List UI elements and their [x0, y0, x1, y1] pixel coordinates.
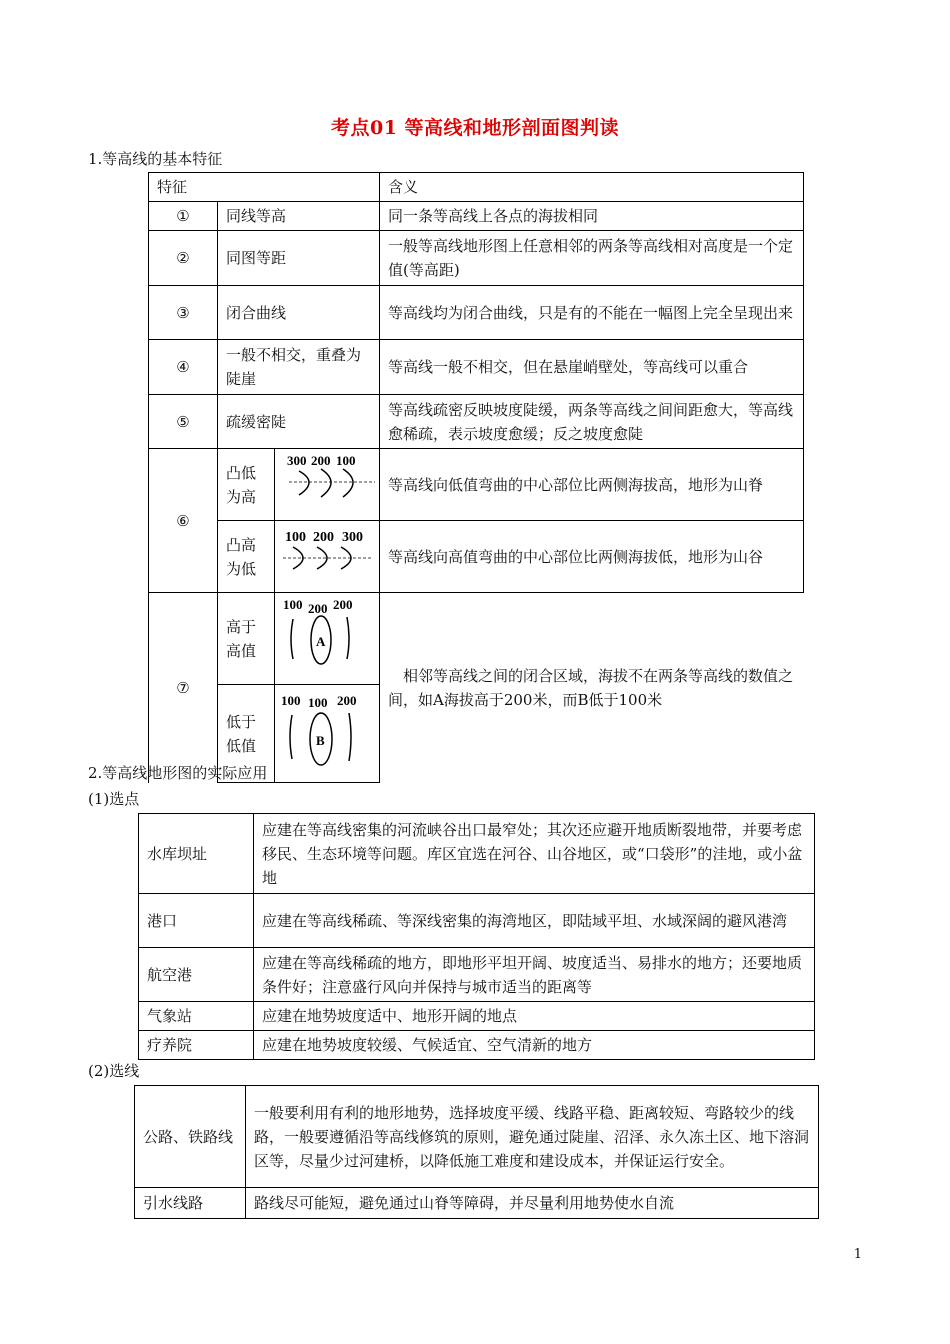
table-row	[149, 286, 804, 340]
row-feature: 一般不相交，重叠为陡崖	[218, 340, 380, 395]
contour-label: 200	[311, 453, 331, 468]
row-feature: 高于高值	[218, 593, 275, 685]
contour-label: 300	[342, 530, 363, 545]
table-row	[139, 894, 815, 948]
table-row	[139, 814, 815, 894]
table-row	[149, 231, 804, 286]
table-row	[139, 1031, 815, 1060]
point-label: B	[316, 733, 325, 748]
row-meaning: 等高线向低值弯曲的中心部位比两侧海拔高，地形为山脊	[380, 449, 804, 521]
site-name: 航空港	[139, 948, 254, 1002]
site-selection-table	[138, 813, 815, 1060]
contour-label: 100	[336, 453, 356, 468]
table-row	[149, 395, 804, 449]
site-name: 疗养院	[139, 1031, 254, 1060]
route-name: 引水线路	[135, 1188, 246, 1219]
point-label: A	[316, 634, 326, 649]
row-number: ⑤	[149, 395, 218, 449]
row-feature: 同线等高	[218, 202, 380, 231]
contour-features-table	[148, 172, 804, 783]
row-feature: 低于低值	[218, 685, 275, 783]
row-meaning: 等高线均为闭合曲线，只是有的不能在一幅图上完全呈现出来	[380, 286, 804, 340]
table-row	[139, 1002, 815, 1031]
row-feature: 凸低为高	[218, 449, 275, 521]
valley-contour-diagram	[275, 521, 380, 593]
closed-contour-diagram-b	[275, 685, 380, 783]
table-row	[135, 1086, 819, 1188]
table-row	[135, 1188, 819, 1219]
contour-label: 100	[308, 695, 328, 710]
row-number: ④	[149, 340, 218, 395]
row-feature: 疏缓密陡	[218, 395, 380, 449]
table-row-higher	[149, 593, 804, 685]
contour-label: 200	[313, 530, 334, 545]
site-name: 气象站	[139, 1002, 254, 1031]
table-row	[149, 202, 804, 231]
row-feature: 凸高为低	[218, 521, 275, 593]
site-name: 港口	[139, 894, 254, 948]
row-meaning: 一般等高线地形图上任意相邻的两条等高线相对高度是一个定值(等高距)	[380, 231, 804, 286]
table-row	[149, 340, 804, 395]
header-meaning: 含义	[380, 173, 804, 202]
route-desc: 一般要利用有利的地形地势，选择坡度平缓、线路平稳、距离较短、弯路较少的线路，一般要遵循沿等高线修筑的原则，避免通过陡崖、沼泽、永久冻土区、地下溶洞区等，尽量少过河建桥，以降低施工难度和建设成本，并保证运行安全。	[246, 1086, 819, 1188]
contour-label: 200	[337, 693, 357, 708]
ridge-contour-diagram	[275, 449, 380, 521]
contour-label: 200	[333, 597, 353, 612]
table-header-row	[149, 173, 804, 202]
row-number: ①	[149, 202, 218, 231]
section2-heading: 2.等高线地形图的实际应用	[88, 764, 268, 782]
contour-label: 300	[287, 453, 307, 468]
page-title: 考点01 等高线和地形剖面图判读	[330, 117, 620, 139]
row-meaning-text: 相邻等高线之间的闭合区域，海拔不在两条等高线的数值之间，如A海拔高于200米，而B低于100米	[388, 666, 794, 709]
route-desc: 路线尽可能短，避免通过山脊等障碍，并尽量利用地势使水自流	[246, 1188, 819, 1219]
route-selection-heading: (2)选线	[88, 1062, 140, 1080]
row-meaning	[380, 593, 804, 783]
site-desc: 应建在等高线稀疏的地方，即地形平坦开阔、坡度适当、易排水的地方；还要地质条件好；注意盛行风向并保持与城市适当的距离等	[254, 948, 815, 1002]
row-number: ⑦	[149, 593, 218, 783]
row-meaning: 等高线向高值弯曲的中心部位比两侧海拔低，地形为山谷	[380, 521, 804, 593]
row-number: ⑥	[149, 449, 218, 593]
table-row-valley	[149, 521, 804, 593]
site-desc: 应建在等高线密集的河流峡谷出口最窄处；其次还应避开地质断裂地带，并要考虑移民、生态环境等问题。库区宜选在河谷、山谷地区，或“口袋形”的洼地，或小盆地	[254, 814, 815, 894]
row-number: ③	[149, 286, 218, 340]
table-row	[139, 948, 815, 1002]
contour-label: 100	[281, 693, 301, 708]
row-meaning: 等高线疏密反映坡度陡缓，两条等高线之间间距愈大，等高线愈稀疏，表示坡度愈缓；反之坡度愈陡	[380, 395, 804, 449]
row-feature: 同图等距	[218, 231, 380, 286]
site-selection-heading: (1)选点	[88, 790, 140, 808]
row-meaning: 等高线一般不相交，但在悬崖峭壁处，等高线可以重合	[380, 340, 804, 395]
site-desc: 应建在地势坡度适中、地形开阔的地点	[254, 1002, 815, 1031]
contour-label: 200	[308, 601, 328, 616]
table-row-ridge	[149, 449, 804, 521]
closed-contour-diagram-a	[275, 593, 380, 685]
route-selection-table	[134, 1085, 819, 1219]
page-number: 1	[853, 1247, 862, 1262]
row-meaning: 同一条等高线上各点的海拔相同	[380, 202, 804, 231]
route-name: 公路、铁路线	[135, 1086, 246, 1188]
site-desc: 应建在地势坡度较缓、气候适宜、空气清新的地方	[254, 1031, 815, 1060]
contour-label: 100	[285, 530, 306, 545]
site-desc: 应建在等高线稀疏、等深线密集的海湾地区，即陆域平坦、水域深阔的避风港湾	[254, 894, 815, 948]
contour-label: 100	[283, 597, 303, 612]
header-feature: 特征	[149, 173, 380, 202]
section1-heading: 1.等高线的基本特征	[88, 150, 223, 168]
site-name: 水库坝址	[139, 814, 254, 894]
row-feature: 闭合曲线	[218, 286, 380, 340]
row-number: ②	[149, 231, 218, 286]
